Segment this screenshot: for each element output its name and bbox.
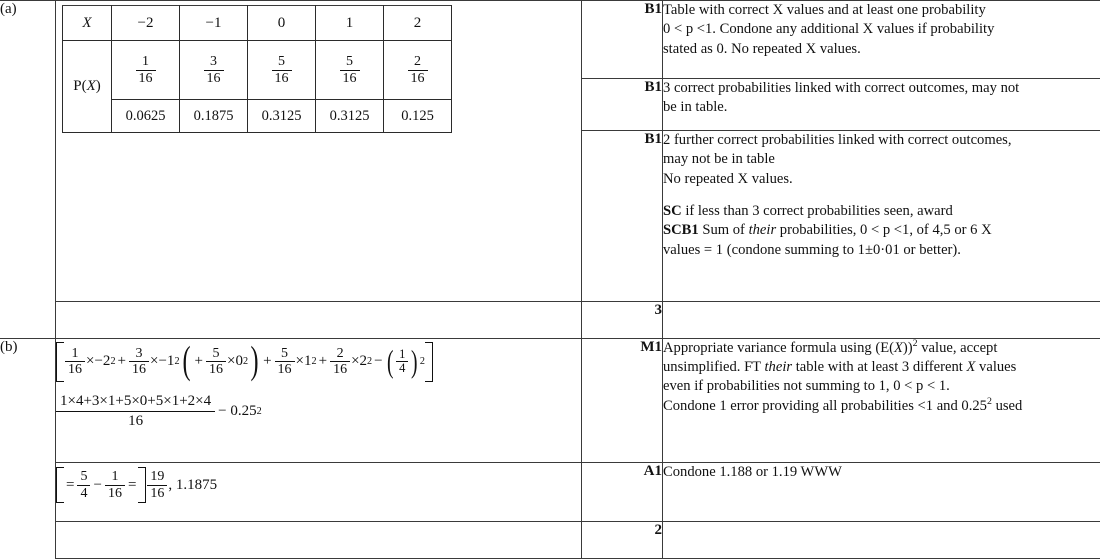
minus-sign: −	[374, 353, 383, 370]
paren-open: (	[182, 339, 191, 383]
part-label-spacer-b	[0, 463, 56, 522]
table-row	[0, 1, 1100, 79]
minus-sign: −	[93, 476, 102, 493]
sc-code: SC	[663, 202, 682, 219]
multiply-sign: ×	[351, 353, 360, 370]
fraction	[105, 469, 125, 500]
fraction	[147, 469, 167, 500]
multiply-sign: ×	[295, 353, 304, 370]
note-line: even if probabilities not summing to 1, 0 < p < 1.	[663, 378, 950, 395]
mark-note-a1	[663, 1, 1100, 79]
note-line: 0 < p <1. Condone any additional X values if probability	[663, 21, 995, 38]
note-line: Condone 1.188 or 1.19 WWW	[663, 464, 842, 480]
mark-note-b1	[663, 338, 1100, 462]
fraction-denominator: 16	[340, 70, 360, 86]
note-line: Condone 1 error providing all probabilities <1 and 0.25$^2$ used	[663, 395, 1023, 414]
fraction-denominator: 16	[56, 411, 215, 430]
fraction-denominator: 16	[272, 70, 292, 86]
cell-prob-0	[112, 41, 180, 100]
total-note-b	[663, 522, 1100, 559]
cell-prob-1	[180, 41, 248, 100]
plus-sign: +	[117, 353, 126, 370]
cell-dec-3: 0.3125	[316, 100, 384, 133]
cell-dec-1: 0.1875	[180, 100, 248, 133]
cell-prob-2	[248, 41, 316, 100]
mark-code-a1: B1	[582, 1, 663, 79]
probability-distribution-table	[62, 5, 452, 133]
mark-note-a3	[663, 130, 1100, 301]
total-mark-b: 2	[582, 522, 663, 559]
note-line: 3 correct probabilities linked with correct outcomes, may not	[663, 79, 1020, 96]
note-line: Appropriate variance formula using $(E(X))^2$ value, accept	[663, 337, 998, 356]
note-sc-line	[663, 221, 1100, 240]
cell-dec-4: 0.125	[384, 100, 452, 133]
term-value: 2	[359, 353, 368, 370]
table-row-x	[63, 6, 452, 41]
mark-note-a2	[663, 78, 1100, 130]
fraction	[136, 54, 156, 85]
bracket-open-square	[56, 342, 64, 382]
fraction-numerator: 5	[278, 54, 285, 70]
fraction-numerator: 1×4+3×1+5×0+5×1+2×4	[60, 392, 212, 409]
equals-sign: =	[127, 476, 137, 493]
note-line: be in table.	[663, 98, 728, 115]
fraction-numerator: 5	[346, 54, 353, 70]
part-label-b: (b)	[0, 338, 56, 462]
total-note-a	[663, 301, 1100, 338]
note-sc-line	[663, 202, 1100, 221]
mark-code-a3: B1	[582, 130, 663, 301]
note-line: stated as 0. No repeated X values.	[663, 40, 861, 57]
cell-x-1: −1	[180, 6, 248, 41]
cell-prob-3	[316, 41, 384, 100]
paren-close: )	[250, 339, 259, 383]
sc-text: if less than 3 correct probabilities seen, award	[685, 202, 953, 219]
cell-prob-4	[384, 41, 452, 100]
x-label-text: X	[82, 14, 92, 31]
variance-second-line	[56, 391, 581, 433]
working-cell-total-b	[56, 522, 582, 559]
paren-close: )	[411, 343, 418, 379]
mark-note-b2	[663, 463, 1100, 522]
sc-text: Sum of their probabilities, 0 < p <1, of 4,5 or 6 X	[702, 222, 992, 239]
final-result	[146, 469, 217, 500]
working-cell-a	[56, 1, 582, 302]
part-label-spacer-b2	[0, 522, 56, 559]
fraction-denominator: 16	[330, 361, 350, 377]
table-row	[0, 463, 1100, 522]
fraction-denominator: 16	[147, 485, 167, 501]
fraction-numerator: 1	[111, 469, 119, 485]
table-row-total-a	[0, 301, 1100, 338]
multiply-sign: ×	[150, 353, 159, 370]
fraction-denominator: 16	[275, 361, 295, 377]
cell-x-3: 1	[316, 6, 384, 41]
fraction	[65, 346, 85, 377]
working-cell-b-m1	[56, 338, 582, 462]
total-mark-a: 3	[582, 301, 663, 338]
fraction-numerator: 5	[212, 345, 220, 361]
final-answer-terms	[64, 469, 138, 500]
plus-sign: +	[194, 353, 203, 370]
fraction	[77, 469, 90, 500]
multiply-sign: ×	[227, 353, 236, 370]
bracket-close-square	[138, 467, 146, 503]
mark-code-b2: A1	[582, 463, 663, 522]
term-value: −1	[158, 353, 175, 370]
result-decimal: , 1.1875	[168, 476, 218, 493]
fraction	[330, 346, 350, 377]
fraction	[408, 54, 428, 85]
fraction	[396, 348, 408, 376]
bracket-close-square	[425, 342, 433, 382]
fraction	[204, 54, 224, 85]
fraction	[206, 346, 226, 377]
fraction-numerator: 5	[80, 469, 88, 485]
fraction-denominator: 16	[65, 361, 85, 377]
fraction-denominator: 4	[396, 361, 408, 376]
scb1-code: SCB1	[663, 222, 699, 239]
term-value: 1	[304, 353, 312, 370]
cell-dec-2: 0.3125	[248, 100, 316, 133]
fraction-denominator: 16	[204, 70, 224, 86]
cell-dec-0: 0.0625	[112, 100, 180, 133]
fraction-denominator: 16	[105, 485, 125, 501]
plus-sign: +	[263, 353, 272, 370]
fraction-numerator: 1	[142, 54, 149, 70]
bracket-open-square	[56, 467, 64, 503]
fraction	[129, 346, 149, 377]
fraction-denominator: 16	[408, 70, 428, 86]
note-spacer	[663, 189, 1100, 202]
working-cell-total-a	[56, 301, 582, 338]
fraction	[340, 54, 360, 85]
cell-x-0: −2	[112, 6, 180, 41]
fraction	[272, 54, 292, 85]
fraction-denominator: 16	[129, 361, 149, 377]
part-label-a: (a)	[0, 1, 56, 302]
final-answer-line	[56, 463, 581, 507]
fraction-numerator: 2	[336, 345, 344, 361]
px-variable: X	[86, 78, 96, 94]
plus-sign: +	[318, 353, 328, 370]
multiply-sign: ×	[86, 353, 95, 370]
fraction-numerator: 3	[135, 345, 143, 361]
fraction-denominator: 16	[136, 70, 156, 86]
table-row-probability	[63, 41, 452, 100]
cell-x-4: 2	[384, 6, 452, 41]
paren-open: (	[386, 343, 394, 379]
variance-terms: $\frac{1}{16}$ × −2 2 + $\frac{3}{16}$ × −1 2 ( + $\frac{5}{16}$ × 0 2 ) + $\frac{5}{16}$ × 1 2 + $\frac{2}{16}$ × 2 2 − ( $\frac{1}{4}$ ) 2	[64, 346, 425, 377]
cell-x-label	[63, 6, 112, 41]
note-sc-line: values = 1 (condone summing to 1±0·01 or better).	[663, 241, 961, 258]
line2-tail-text: − 0.25	[218, 403, 257, 420]
cell-x-2: 0	[248, 6, 316, 41]
fraction-numerator: 19	[150, 469, 165, 485]
term-value: 0	[235, 353, 243, 370]
table-row-total-b	[0, 522, 1100, 559]
note-line: may not be in table	[663, 151, 775, 168]
cell-px-label: P(X)	[63, 41, 112, 133]
note-line: No repeated X values.	[663, 170, 793, 187]
fraction-denominator: 16	[206, 361, 226, 377]
fraction-denominator: 4	[77, 485, 90, 501]
table-row	[0, 338, 1100, 462]
working-cell-b-a1	[56, 463, 582, 522]
mark-code-a2: B1	[582, 78, 663, 130]
equals-sign: =	[66, 476, 75, 493]
term-value: −2	[94, 353, 111, 370]
fraction-numerator: 1	[71, 345, 79, 361]
variance-expression	[56, 339, 581, 385]
table-row-decimal	[63, 100, 452, 133]
big-fraction	[56, 393, 215, 431]
part-label-spacer-a	[0, 301, 56, 338]
note-line: Table with correct X values and at least one probability	[663, 2, 986, 18]
fraction-numerator: 3	[210, 54, 217, 70]
fraction-numerator: 1	[399, 346, 406, 361]
fraction-numerator: 5	[281, 345, 289, 361]
note-line: unsimplified. FT their table with at least 3 different X values	[663, 358, 1017, 375]
fraction-numerator: 2	[414, 54, 421, 70]
fraction	[275, 346, 295, 377]
line2-tail: − 0.25 2	[218, 403, 262, 420]
mark-code-b1: M1	[582, 338, 663, 462]
note-line: 2 further correct probabilities linked with correct outcomes,	[663, 131, 1012, 148]
